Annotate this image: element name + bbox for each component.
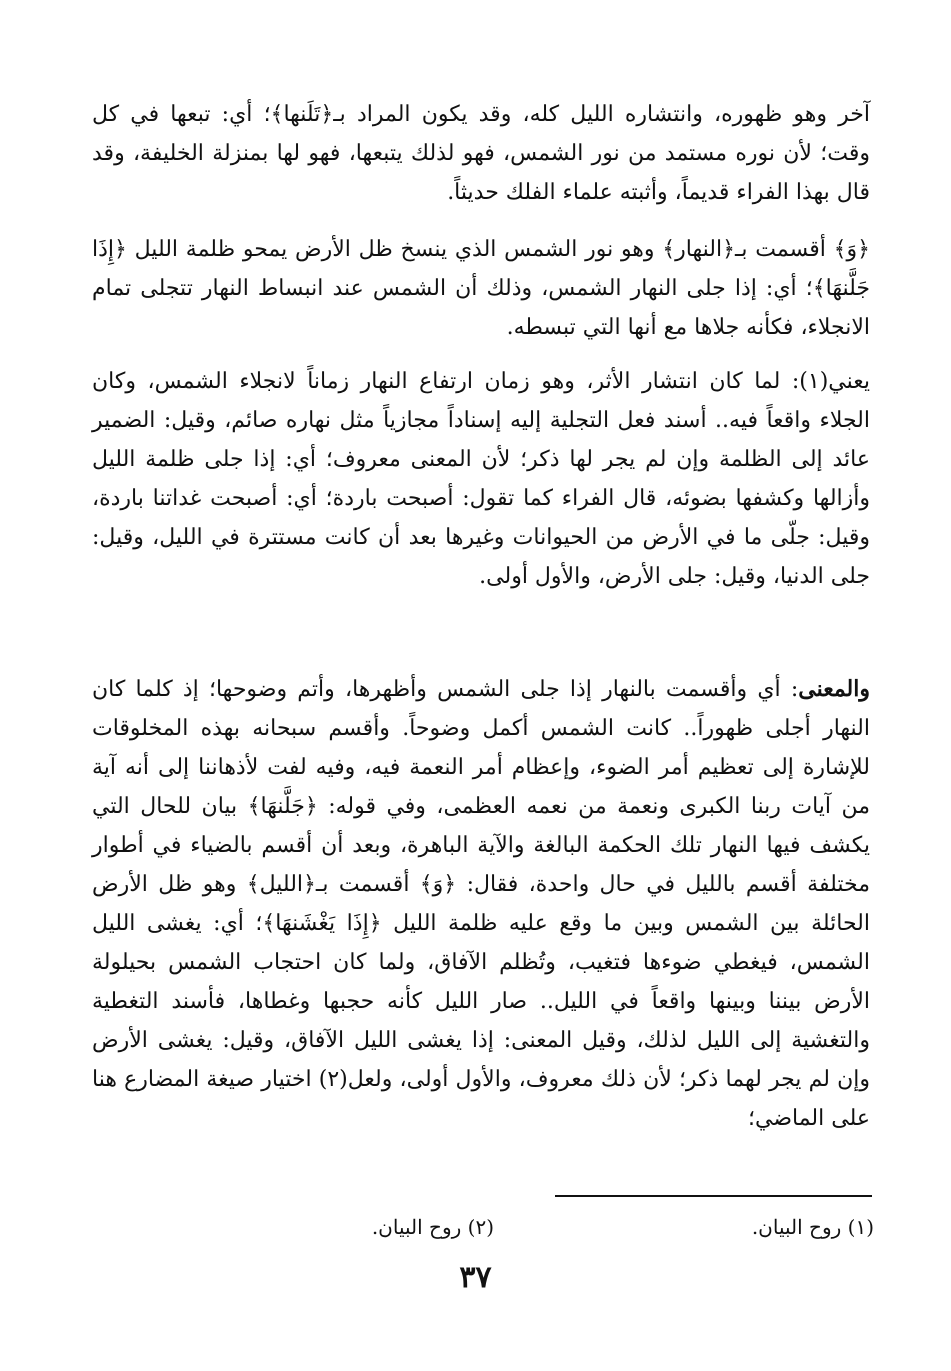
paragraph-text: آخر وهو ظهوره، وانتشاره الليل كله، وقد يكون المراد بـ﴿تَلَنها﴾؛ أي: تبعها في كل وقت؛ لأن نوره مستمد من نور الشمس، فهو لذلك يتبعها، فهو لها بمنزلة الخليفة، وقد قال بهذا الفراء قديماً، وأثبته علماء الفلك حديثاً.: [92, 102, 870, 205]
paragraph-text: ﴿وَ﴾ أقسمت بـ﴿النهار﴾ وهو نور الشمس الذي ينسخ ظل الأرض يمحو ظلمة الليل ﴿إِذَا جَلَّنهَا﴾؛ أي: إذا جلى النهار الشمس، وذلك أن الشمس عند انبساط النهار تتجلى تمام الانجلاء، فكأنه جلاها مع أنها التي تبسطه.: [92, 237, 870, 340]
footnote-2: (٢) روح البيان.: [371, 1215, 494, 1239]
paragraph-3: [92, 362, 870, 596]
page-number: ٣٧: [459, 1260, 492, 1295]
paragraph-2: [92, 230, 870, 347]
footnotes: [92, 1207, 874, 1247]
paragraph-text: يعني(١): لما كان انتشار الأثر، وهو زمان ارتفاع النهار زماناً لانجلاء الشمس، وكان الجلاء واقعاً فيه.. أسند فعل التجلية إليه إسناداً مجازياً مثل نهاره صائم، وقيل: الضمير عائد إلى الظلمة وإن لم يجر لها ذكر؛ لأن المعنى معروف؛ أي: إذا جلى ظلمة الليل وأزالها وكشفها بضوئه، قال الفراء كما تقول: أصبحت باردة؛ أي: أصبحت غداتنا باردة، وقيل: جلّى ما في الأرض من الحيوانات وغيرها بعد أن كانت مستترة في الليل، وقيل: جلى الدنيا، وقيل: جلى الأرض، والأول أولى.: [92, 369, 870, 589]
paragraph-body: [92, 670, 870, 1138]
paragraph-4: [92, 670, 870, 1138]
footnote-1: (١) روح البيان.: [751, 1215, 874, 1239]
paragraph-1: [92, 95, 870, 212]
paragraph-lead-word: والمعنى: [798, 676, 870, 702]
paragraph-text: : أي وأقسمت بالنهار إذا جلى الشمس وأظهرها، وأتم وضوحها؛ إذ كلما كان النهار أجلى ظهوراً.. كانت الشمس أكمل وضوحاً. وأقسم سبحانه بهذه المخلوقات للإشارة إلى تعظيم أمر الضوء، وإعظام أمر النعمة فيه، وفيه لفت لأذهاننا إلى أنه آية من آيات ربنا الكبرى ونعمة من نعمه العظمى، وفي قوله: ﴿جَلَّنهَا﴾ بيان للحال التي يكشف فيها النهار تلك الحكمة البالغة والآية الباهرة، وبعد أن أقسم بالضياء في أطوار مختلفة أقسم بالليل في حال واحدة، فقال: ﴿وَ﴾ أقسمت بـ﴿الليل﴾ وهو ظل الأرض الحائلة بين الشمس وبين ما وقع عليه ظلمة الليل ﴿إِذَا يَغْشَنهَا﴾؛ أي: يغشى الليل الشمس، فيغطي ضوءها فتغيب، وتُظلم الآفاق، ولما كان احتجاب الشمس بحيلولة الأرض بيننا وبينها واقعاً في الليل.. صار الليل كأنه حجبها وغطاها، فأسند التغطية والتغشية إلى الليل لذلك، وقيل المعنى: إذا يغشى الليل الآفاق، وقيل: يغشى الأرض وإن لم يجر لهما ذكر؛ لأن ذلك معروف، والأول أولى، ولعل(٢) اختيار صيغة المضارع هنا على الماضي؛: [92, 677, 870, 1131]
footnote-divider: [555, 1195, 872, 1197]
